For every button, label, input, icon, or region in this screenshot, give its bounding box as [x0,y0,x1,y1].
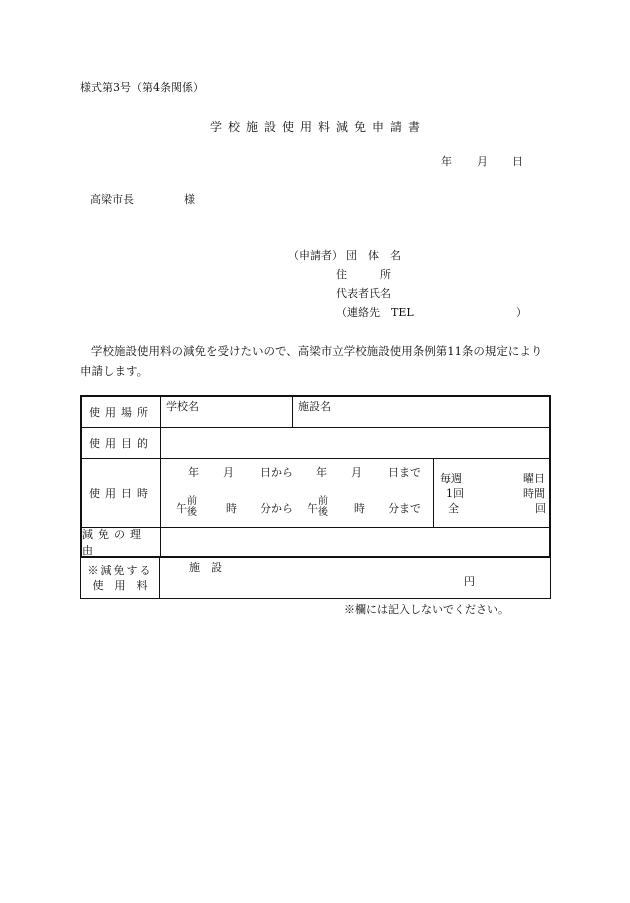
datetime-divider [433,458,434,527]
applicant-prefix: （申請者） [288,249,343,262]
label-fee [81,558,160,598]
dt-year-2: 年 [316,466,327,479]
dt-ampm-1 [187,496,197,518]
applicant-address: 住 所 [336,268,391,281]
label-place: 使用場所 [82,397,161,427]
applicant-representative: 代表者氏名 [336,287,391,300]
dt-noon-1: 午 [176,502,187,515]
form-number: 様式第3号（第4条関係） [80,81,204,94]
dt-from-day: 日から [260,466,293,479]
application-table [80,395,551,558]
facility-name-label: 施設名 [298,400,331,413]
dt-hour-1: 時 [226,502,237,515]
date-month: 月 [477,155,488,168]
fee-label-line2: 使 用 料 [92,579,148,592]
label-reason: 減免の理由 [82,527,161,556]
dt-total: 全 [448,502,459,515]
dt-hour-2: 時 [354,502,365,515]
applicant-contact-open: （連絡先 TEL [336,306,414,319]
dt-month-1: 月 [223,466,234,479]
dt-am-2: 前 [318,496,328,507]
dt-noon-2: 午 [307,502,318,515]
dt-hours: 時間 [523,487,545,500]
fee-yen: 円 [464,575,475,588]
dt-pm-2: 後 [318,507,328,518]
dt-am-1: 前 [187,496,197,507]
fee-facility: 施 設 [189,561,222,574]
dt-weekly: 毎週 [440,472,462,485]
dt-until-day: 日まで [388,466,421,479]
row-place [82,397,549,428]
row-reason [82,527,549,556]
dt-year-1: 年 [188,466,199,479]
date-year: 年 [441,155,452,168]
application-statement: 学校施設使用料の減免を受けたいので、高梁市立学校施設使用条例第11条の規定により申請します。 [80,344,543,378]
dt-pm-1: 後 [187,507,197,518]
addressee-honorific: 様 [184,193,195,206]
addressee-name: 高梁市長 [90,193,134,206]
form-title: 学校施設使用料減免申請書 [210,120,427,134]
row-fee [80,558,551,599]
dt-once: 1回 [446,487,464,500]
dt-min-until: 分まで [388,502,421,515]
school-name-label: 学校名 [166,400,199,413]
dt-month-2: 月 [351,466,362,479]
fee-label-line1: ※減免する [87,564,153,577]
place-divider [292,397,293,427]
dt-ampm-2 [318,496,328,518]
date-day: 日 [512,155,523,168]
dt-min-from: 分から [260,502,293,515]
label-purpose: 使用目的 [82,427,161,458]
row-purpose [82,427,549,459]
dt-weekday: 曜日 [523,472,545,485]
applicant-group-name: 団 体 名 [346,249,401,262]
applicant-contact-close: ） [516,306,527,319]
dt-times: 回 [535,502,546,515]
office-use-note: ※欄には記入しないでください。 [344,603,509,616]
row-datetime [82,458,549,528]
label-datetime: 使用日時 [82,458,161,527]
